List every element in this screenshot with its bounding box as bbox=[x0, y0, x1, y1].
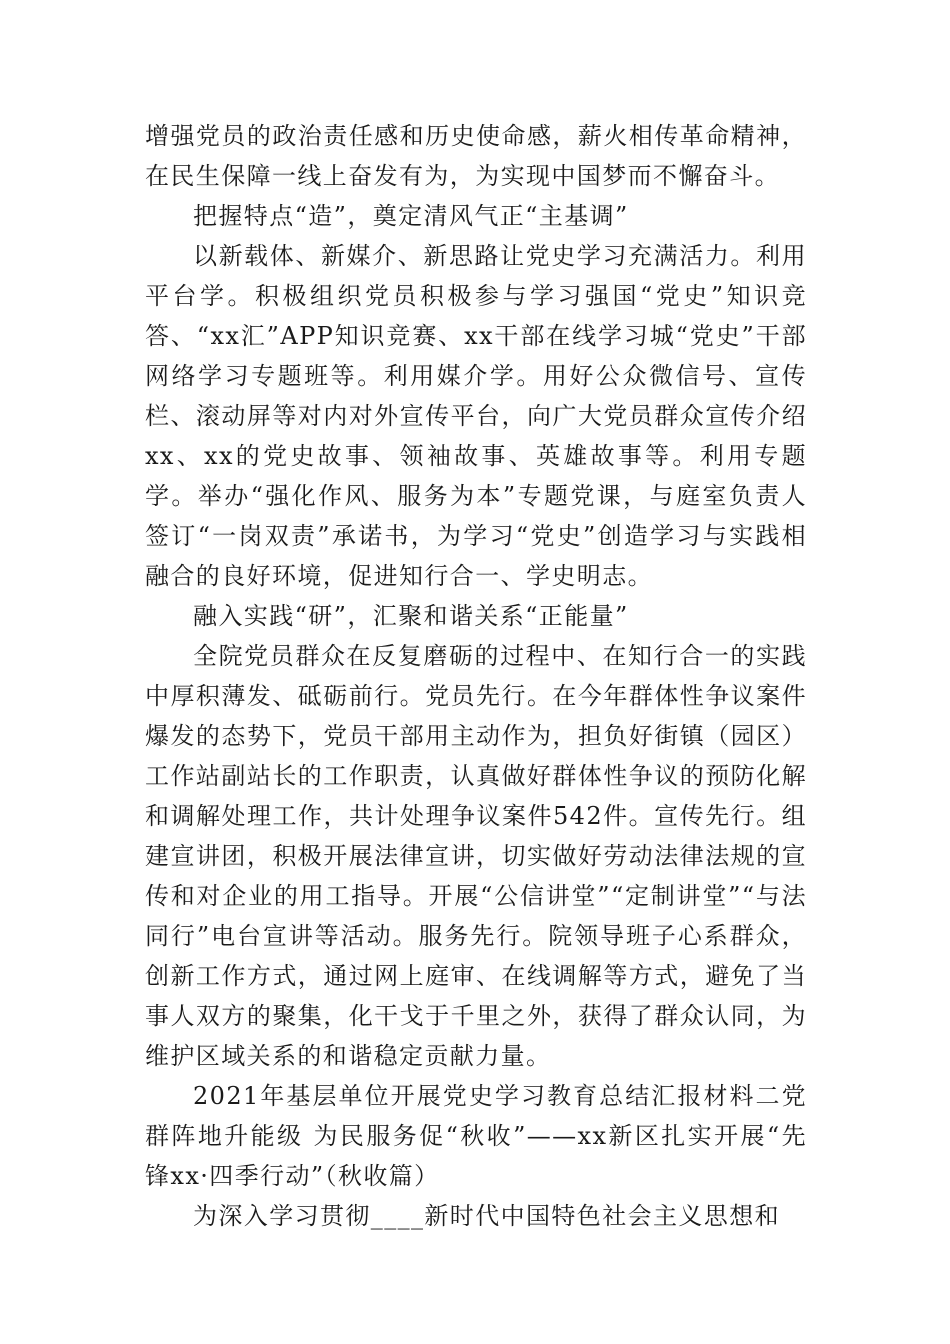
paragraph-section-2: 全院党员群众在反复磨砺的过程中、在知行合一的实践中厚积薄发、砥砺前行。党员先行。在今年群体性争议案件爆发的态势下，党员干部用主动作为，担负好街镇（园区）工作站副站长的工作职责，认真做好群体性争议的预防化解和调解处理工作，共计处理争议案件542件。宣传先行。组建宣讲团，积极开展法律宣讲，切实做好劳动法律法规的宣传和对企业的用工指导。开展“公信讲堂”“定制讲堂”“与法同行”电台宣讲等活动。服务先行。院领导班子心系群众，创新工作方式，通过网上庭审、在线调解等方式，避免了当事人双方的聚集，化干戈于千里之外，获得了群众认同，为维护区域关系的和谐稳定贡献力量。 bbox=[145, 642, 807, 1070]
section-heading-1: 把握特点“造”，奠定清风气正“主基调” bbox=[193, 202, 629, 230]
paragraph-report-title: 2021年基层单位开展党史学习教育总结汇报材料二党群阵地升能级 为民服务促“秋收”——xx新区扎实开展“先锋xx·四季行动”（秋收篇） bbox=[145, 1082, 807, 1190]
paragraph-report-intro: 为深入学习贯彻____新时代中国特色社会主义思想和 bbox=[193, 1202, 780, 1230]
paragraph-continuation: 增强党员的政治责任感和历史使命感，薪火相传革命精神，在民生保障一线上奋发有为，为实现中国梦而不懈奋斗。 bbox=[145, 122, 807, 190]
paragraph-section-1: 以新载体、新媒介、新思路让党史学习充满活力。利用平台学。积极组织党员积极参与学习强国“党史”知识竞答、“xx汇”APP知识竞赛、xx干部在线学习城“党史”干部网络学习专题班等。利用媒介学。用好公众微信号、宣传栏、滚动屏等对内对外宣传平台，向广大党员群众宣传介绍xx、xx的党史故事、领袖故事、英雄故事等。利用专题学。举办“强化作风、服务为本”专题党课，与庭室负责人签订“一岗双责”承诺书，为学习“党史”创造学习与实践相融合的良好环境，促进知行合一、学史明志。 bbox=[145, 242, 807, 590]
document-body bbox=[145, 116, 807, 1236]
section-heading-2: 融入实践“研”，汇聚和谐关系“正能量” bbox=[193, 602, 629, 630]
